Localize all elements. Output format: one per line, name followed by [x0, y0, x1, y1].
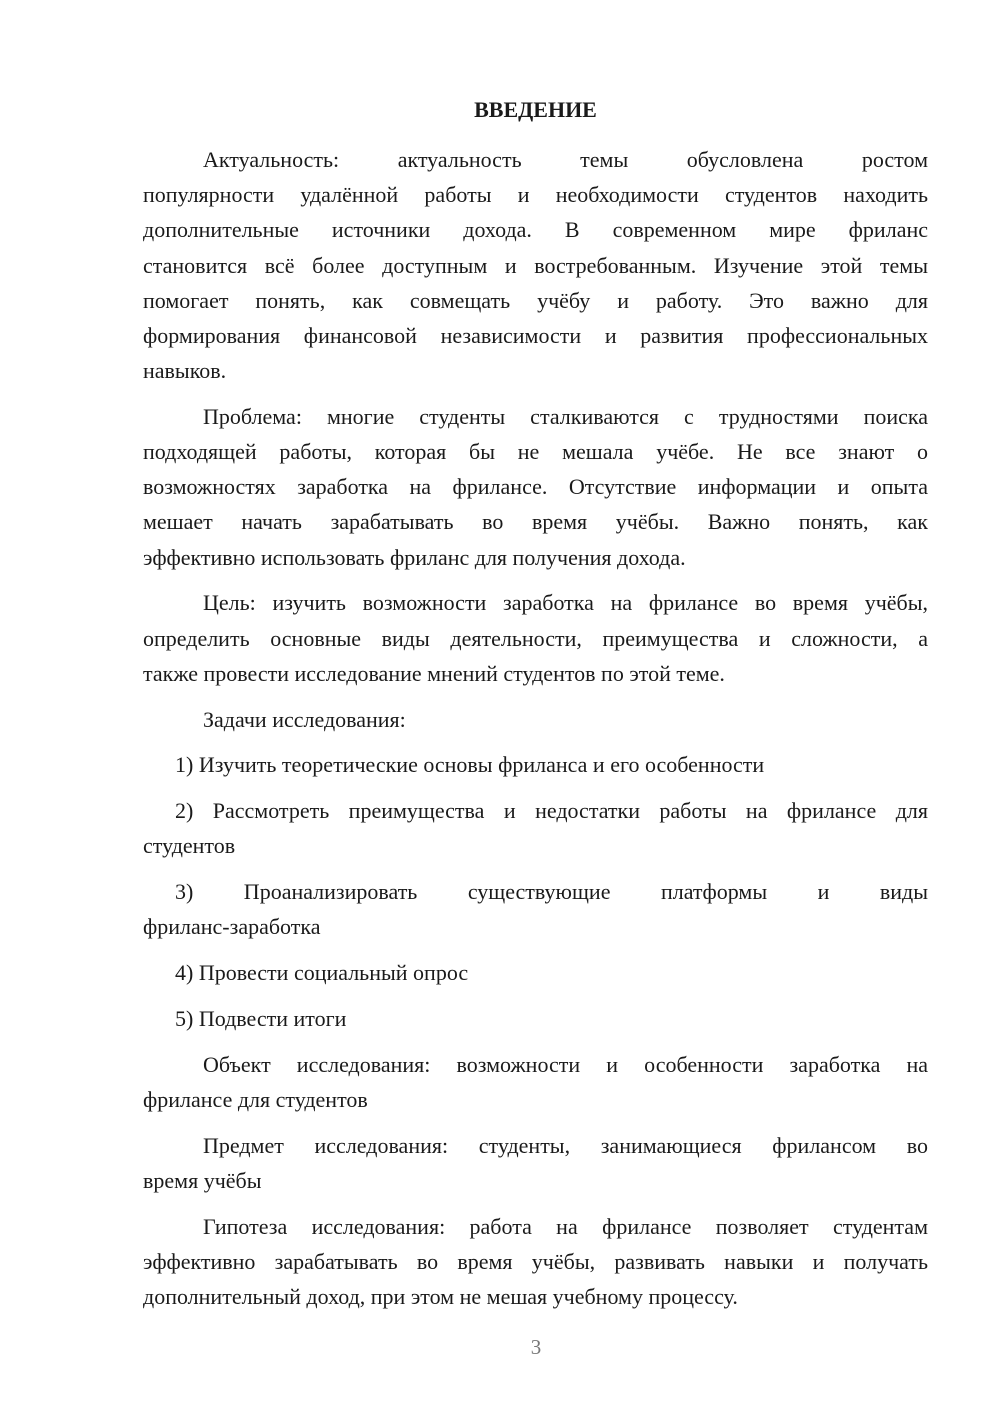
- text-line: эффективно использовать фриланс для получения дохода.: [143, 544, 686, 570]
- paragraph: [143, 1047, 928, 1117]
- paragraph: [143, 1209, 928, 1315]
- text-line: эффективно зарабатывать во время учёбы, развивать навыки и получать: [143, 1248, 928, 1274]
- text-line: дополнительные источники дохода. В современном мире фриланс: [143, 217, 928, 243]
- text-line: 5) Подвести итоги: [175, 1005, 347, 1031]
- text-line: 3) Проанализировать существующие платформы и виды: [175, 879, 928, 905]
- text-line: 1) Изучить теоретические основы фриланса и его особенности: [175, 752, 765, 778]
- text-line: студентов: [143, 833, 236, 859]
- text-line: определить основные виды деятельности, преимущества и сложности, а: [143, 625, 928, 651]
- text-line: дополнительный доход, при этом не мешая учебному процессу.: [143, 1283, 738, 1309]
- text-line: помогает понять, как совмещать учёбу и работу. Это важно для: [143, 287, 928, 313]
- text-line: навыков.: [143, 358, 227, 384]
- text-line: возможностях заработка на фрилансе. Отсутствие информации и опыта: [143, 474, 928, 500]
- text-line: Предмет исследования: студенты, занимающиеся фрилансом во: [203, 1132, 928, 1158]
- text-line: 4) Провести социальный опрос: [175, 960, 469, 986]
- document-page: [143, 92, 928, 1325]
- page-number: 3: [530, 1335, 542, 1359]
- paragraph: [143, 142, 928, 388]
- text-line: Объект исследования: возможности и особенности заработка на: [203, 1051, 928, 1077]
- list-item: [143, 955, 928, 990]
- text-line: время учёбы: [143, 1167, 262, 1193]
- text-line: Актуальность: актуальность темы обусловлена ростом: [203, 147, 928, 172]
- text-line: также провести исследование мнений студентов по этой теме.: [143, 660, 725, 686]
- list-item: [143, 874, 928, 944]
- paragraph: [143, 399, 928, 575]
- text-line: Задачи исследования:: [203, 706, 406, 732]
- text-line: фрилансе для студентов: [143, 1086, 368, 1112]
- text-line: подходящей работы, которая бы не мешала учёбе. Не все знают о: [143, 439, 928, 465]
- text-line: 2) Рассмотреть преимущества и недостатки работы на фрилансе для: [175, 798, 928, 824]
- text-line: мешает начать зарабатывать во время учёбы. Важно понять, как: [143, 509, 928, 535]
- list-item: [143, 1001, 928, 1036]
- text-line: популярности удалённой работы и необходимости студентов находить: [143, 182, 928, 208]
- list-item: [143, 747, 928, 782]
- document-body: [143, 142, 928, 1314]
- text-line: становится всё более доступным и востребованным. Изучение этой темы: [143, 252, 928, 278]
- page-title: ВВЕДЕНИЕ: [474, 97, 597, 122]
- paragraph: [143, 585, 928, 691]
- text-line: фриланс-заработка: [143, 914, 321, 940]
- text-line: Проблема: многие студенты сталкиваются с трудностями поиска: [203, 403, 928, 429]
- list-item: [143, 793, 928, 863]
- text-line: Гипотеза исследования: работа на фрилансе позволяет студентам: [203, 1213, 928, 1239]
- paragraph: [143, 702, 928, 737]
- text-line: Цель: изучить возможности заработка на фрилансе во время учёбы,: [203, 590, 928, 616]
- text-line: формирования финансовой независимости и развития профессиональных: [143, 322, 928, 348]
- paragraph: [143, 1128, 928, 1198]
